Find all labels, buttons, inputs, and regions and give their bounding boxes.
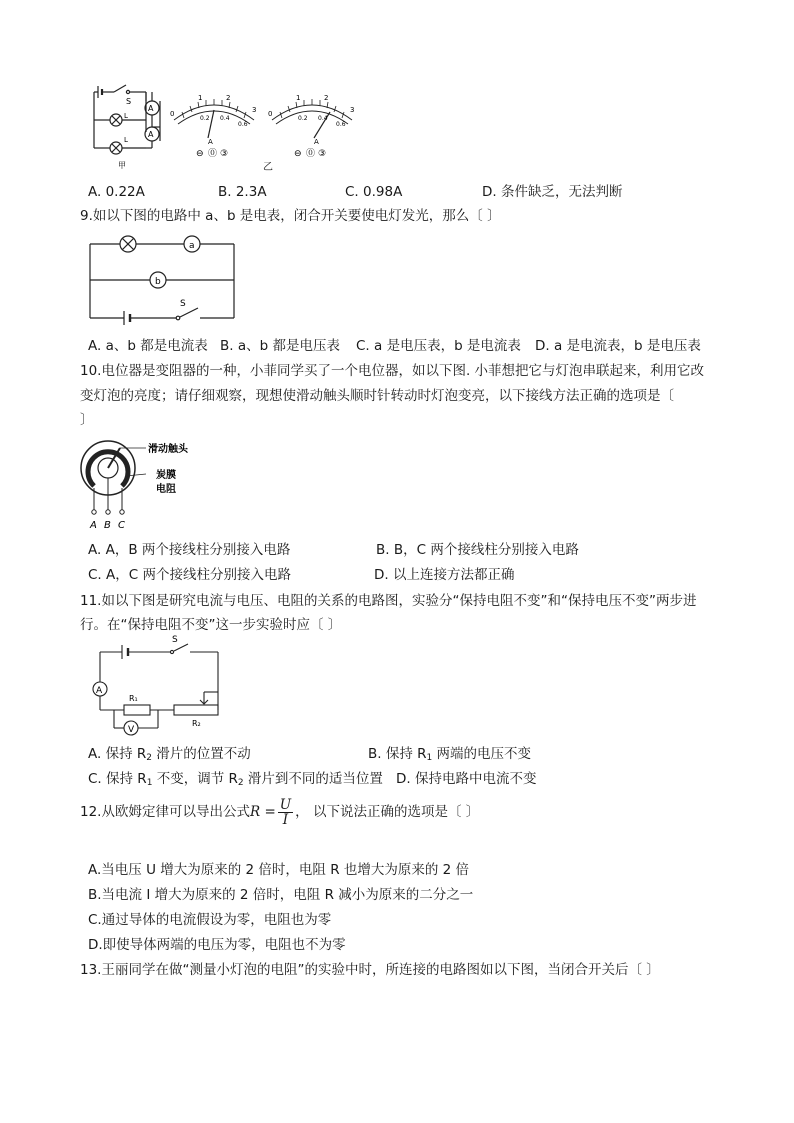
q12-formula-denominator: I bbox=[282, 811, 289, 828]
q11-ammeter-label: A bbox=[96, 686, 103, 696]
q8-dial1-tick0: 0 bbox=[170, 110, 175, 118]
q8-dial1-tick2: 2 bbox=[226, 94, 231, 102]
q9-switch-label: S bbox=[180, 299, 186, 309]
q8-option-b: B. 2.3A bbox=[218, 184, 267, 200]
q8-dial2-sub1: 0.2 bbox=[298, 115, 308, 122]
q8-lamp1-label: L bbox=[124, 112, 128, 120]
q8-dial2-tick0: 0 bbox=[268, 110, 273, 118]
q12-formula-fraction bbox=[278, 798, 293, 827]
q9-meter-b-label: b bbox=[155, 277, 161, 287]
q10-label-film: 炭膜 bbox=[156, 470, 176, 481]
q11-stem-line1: 11.如以下图是研究电流与电压、电阻的关系的电路图，实验分“保持电阻不变”和“保持电压不变”两步进 bbox=[80, 593, 697, 609]
q8-fig-jia: 甲 bbox=[118, 161, 126, 170]
q9-stem: 9.如以下图的电路中 a、b 是电表，闭合开关要使电灯发光，那么〔 〕 bbox=[80, 208, 501, 224]
q8-dial1-tick1: 1 bbox=[198, 94, 203, 102]
q8-dial2-meter: A bbox=[314, 138, 319, 146]
q12-formula-lhs: R = bbox=[249, 804, 276, 820]
q10-stem-line1: 10.电位器是变阻器的一种，小菲同学买了一个电位器，如以下图. 小菲想把它与灯泡串联起来，利用它改 bbox=[80, 363, 705, 379]
q8-dial2-term1: ⊖ bbox=[294, 149, 302, 159]
q8-ammeter-dial-a2 bbox=[266, 90, 358, 160]
q12-option-b: B.当电流 I 增大为原来的 2 倍时，电阻 R 减小为原来的二分之一 bbox=[88, 887, 474, 903]
q11-circuit-diagram bbox=[88, 635, 224, 740]
q8-switch-label: S bbox=[126, 97, 132, 106]
q8-dial1-sub2: 0.4 bbox=[220, 115, 230, 122]
q10-pin-c: C bbox=[118, 520, 125, 531]
q8-dial2-tick3: 3 bbox=[350, 106, 355, 114]
q11-r2-label: R₂ bbox=[192, 719, 201, 728]
q8-option-d: D. 条件缺乏，无法判断 bbox=[482, 184, 623, 200]
q8-dial1-term1: ⊖ bbox=[196, 149, 204, 159]
q11-voltmeter-label: V bbox=[128, 725, 135, 735]
q8-dial2-tick1: 1 bbox=[296, 94, 301, 102]
q10-label-resistor: 电阻 bbox=[156, 484, 176, 495]
q8-dial2-term3: ③ bbox=[318, 149, 327, 159]
q8-dial2-sub2: 0.4 bbox=[318, 115, 328, 122]
q12-option-c: C.通过导体的电流假设为零，电阻也为零 bbox=[88, 912, 332, 928]
q12-stem-post: ， 以下说法正确的选项是〔 〕 bbox=[295, 804, 480, 820]
q10-pin-b: B bbox=[104, 520, 111, 531]
q10-option-a: A. A，B 两个接线柱分别接入电路 bbox=[88, 542, 291, 558]
q12-stem-pre: 12.从欧姆定律可以导出公式 bbox=[80, 804, 250, 820]
q8-fig-yi: 乙 bbox=[263, 162, 273, 173]
q12-formula-numerator: U bbox=[279, 796, 292, 813]
q9-meter-a-label: a bbox=[189, 241, 195, 251]
q10-stem-line2: 变灯泡的亮度；请仔细观察，现想使滑动触头顺时针转动时灯泡变亮，以下接线方法正确的选项是〔 bbox=[80, 388, 674, 404]
q11-option-d: D. 保持电路中电流不变 bbox=[396, 771, 537, 787]
q8-dial2-sub3: 0.6 bbox=[336, 121, 346, 128]
q10-potentiometer-diagram bbox=[80, 436, 200, 536]
q8-dial1-term3: ③ bbox=[220, 149, 229, 159]
q13-stem: 13.王丽同学在做“测量小灯泡的电阻”的实验中时，所连接的电路图如以下图，当闭合开关后〔 〕 bbox=[80, 962, 660, 978]
q10-option-b: B. B，C 两个接线柱分别接入电路 bbox=[376, 542, 579, 558]
q11-switch-label: S bbox=[172, 635, 178, 645]
q12-stem bbox=[80, 796, 479, 832]
q12-option-a: A.当电压 U 增大为原来的 2 倍时，电阻 R 也增大为原来的 2 倍 bbox=[88, 862, 470, 878]
q8-circuit-diagram bbox=[90, 80, 180, 170]
q10-label-slider: 滑动触头 bbox=[148, 444, 188, 455]
q11-option-c: C. 保持 $R_1$ 不变，调节 $R_2$ 滑片到不同的适当位置 bbox=[88, 771, 383, 788]
q8-option-a: A. 0.22A bbox=[88, 184, 145, 200]
q8-lamp2-label: L bbox=[124, 136, 128, 144]
q9-option-a: A. a、b 都是电流表 bbox=[88, 338, 208, 354]
q11-option-b: B. 保持 $R_1$ 两端的电压不变 bbox=[368, 746, 532, 763]
q8-dial1-sub1: 0.2 bbox=[200, 115, 210, 122]
q10-option-c: C. A，C 两个接线柱分别接入电路 bbox=[88, 567, 291, 583]
q8-meter1-label: A bbox=[148, 104, 154, 113]
q12-option-d: D.即使导体两端的电压为零，电阻也不为零 bbox=[88, 937, 346, 953]
q8-dial1-tick3: 3 bbox=[252, 106, 257, 114]
q8-option-c: C. 0.98A bbox=[345, 184, 403, 200]
q10-stem-line3: 〕 bbox=[80, 412, 94, 428]
q8-ammeter-dial-a1 bbox=[168, 90, 260, 160]
q11-r1-label: R₁ bbox=[129, 694, 138, 703]
q10-option-d: D. 以上连接方法都正确 bbox=[374, 567, 515, 583]
q9-option-b: B. a、b 都是电压表 bbox=[220, 338, 340, 354]
q8-meter2-label: A bbox=[148, 130, 154, 139]
q9-option-d: D. a 是电流表，b 是电压表 bbox=[535, 338, 701, 354]
q8-dial1-sub3: 0.6 bbox=[238, 121, 248, 128]
q8-dial2-term2: ⓪ bbox=[306, 149, 316, 159]
q8-dial1-meter: A bbox=[208, 138, 213, 146]
q8-dial1-term2: ⓪ bbox=[208, 149, 218, 159]
q10-pin-a: A bbox=[90, 520, 97, 531]
q9-option-c: C. a 是电压表，b 是电流表 bbox=[356, 338, 521, 354]
q8-dial2-tick2: 2 bbox=[324, 94, 329, 102]
q9-circuit-diagram bbox=[88, 232, 238, 324]
q11-option-a: A. 保持 $R_2$ 滑片的位置不动 bbox=[88, 746, 251, 763]
q11-stem-line2: 行。在“保持电阻不变”这一步实验时应〔 〕 bbox=[80, 617, 342, 633]
